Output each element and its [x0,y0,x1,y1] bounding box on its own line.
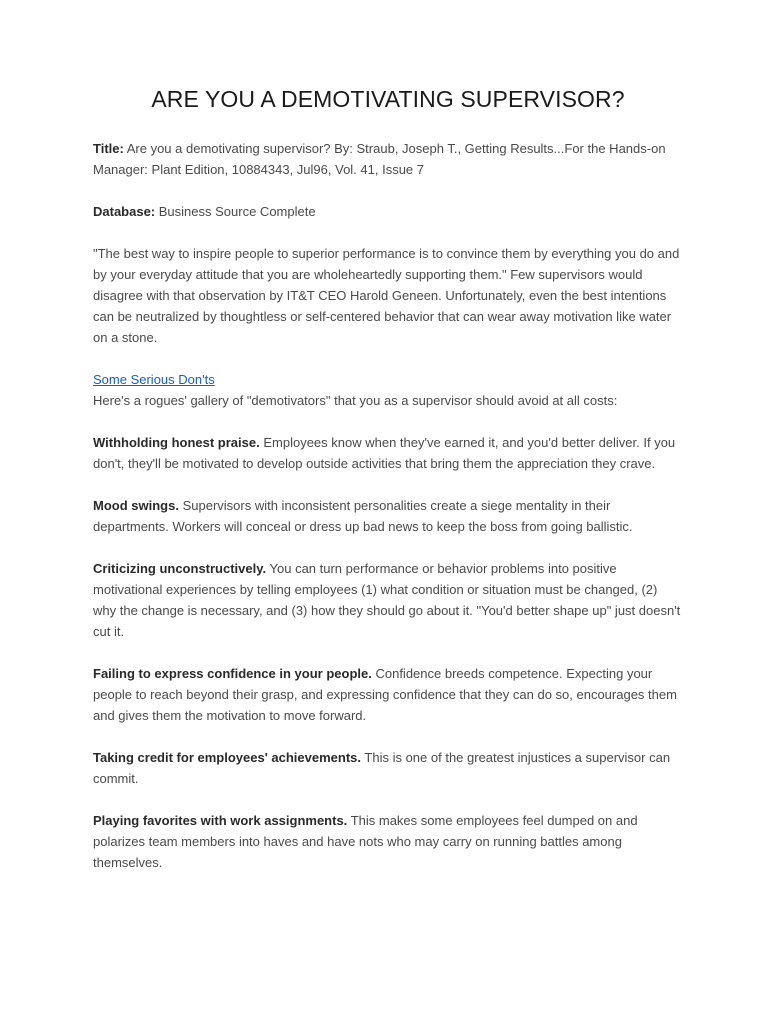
database-value: Business Source Complete [158,204,316,219]
demotivator-text: This makes some employees feel dumped on and polarizes team members into haves and have nots who may carry on running battles among themselves. [93,813,638,870]
demotivator-label: Failing to express confidence in your people. [93,666,372,681]
demotivator-item [93,558,683,642]
database-label: Database: [93,204,156,219]
demotivator-label: Criticizing unconstructively. [93,561,267,576]
demotivator-item [93,432,683,474]
demotivator-item [93,495,683,537]
demotivator-text: Supervisors with inconsistent personalities create a siege mentality in their departments. Workers will conceal or dress up bad news to keep the boss from going ballistic. [93,498,633,534]
section-link-serious-donts[interactable]: Some Serious Don'ts [93,372,215,387]
title-meta [93,138,683,180]
intro-paragraph: "The best way to inspire people to superior performance is to convince them by everything you do and by your everyday attitude that you are wholeheartedly supporting them." Few supervisors would disagree with that observation by IT&T CEO Harold Geneen. Unfortunately, even the best intentions can be neutralized by thoughtless or self-centered behavior that can wear away motivation like water on a stone. [93,246,680,345]
demotivator-label: Mood swings. [93,498,179,513]
demotivator-item [93,810,683,873]
demotivator-text: Confidence breeds competence. Expecting your people to reach beyond their grasp, and expressing confidence that they can do so, encourages them and gives them the motivation to move forward. [93,666,677,723]
demotivator-text: Employees know when they've earned it, and you'd better deliver. If you don't, they'll be motivated to develop outside activities that bring them the appreciation they crave. [93,435,676,471]
demotivator-item [93,663,683,726]
document-heading: ARE YOU A DEMOTIVATING SUPERVISOR? [151,86,625,112]
demotivator-label: Taking credit for employees' achievements. [93,750,362,765]
title-value: Are you a demotivating supervisor? By: Straub, Joseph T., Getting Results...For the Hands-on Manager: Plant Edition, 10884343, Jul96, Vol. 41, Issue 7 [93,141,666,177]
database-meta [93,201,683,222]
demotivator-item [93,747,683,789]
demotivator-text: This is one of the greatest injustices a supervisor can commit. [93,750,671,786]
title-label: Title: [93,141,124,156]
section-block [93,369,683,411]
section-intro: Here's a rogues' gallery of "demotivators" that you as a supervisor should avoid at all costs: [93,393,618,408]
demotivator-label: Playing favorites with work assignments. [93,813,348,828]
demotivator-text: You can turn performance or behavior problems into positive motivational experiences by telling employees (1) what condition or situation must be changed, (2) why the change is necessary, and (3) how they should go about it. "You'd better shape up" just doesn't cut it. [93,561,681,639]
demotivator-label: Withholding honest praise. [93,435,260,450]
